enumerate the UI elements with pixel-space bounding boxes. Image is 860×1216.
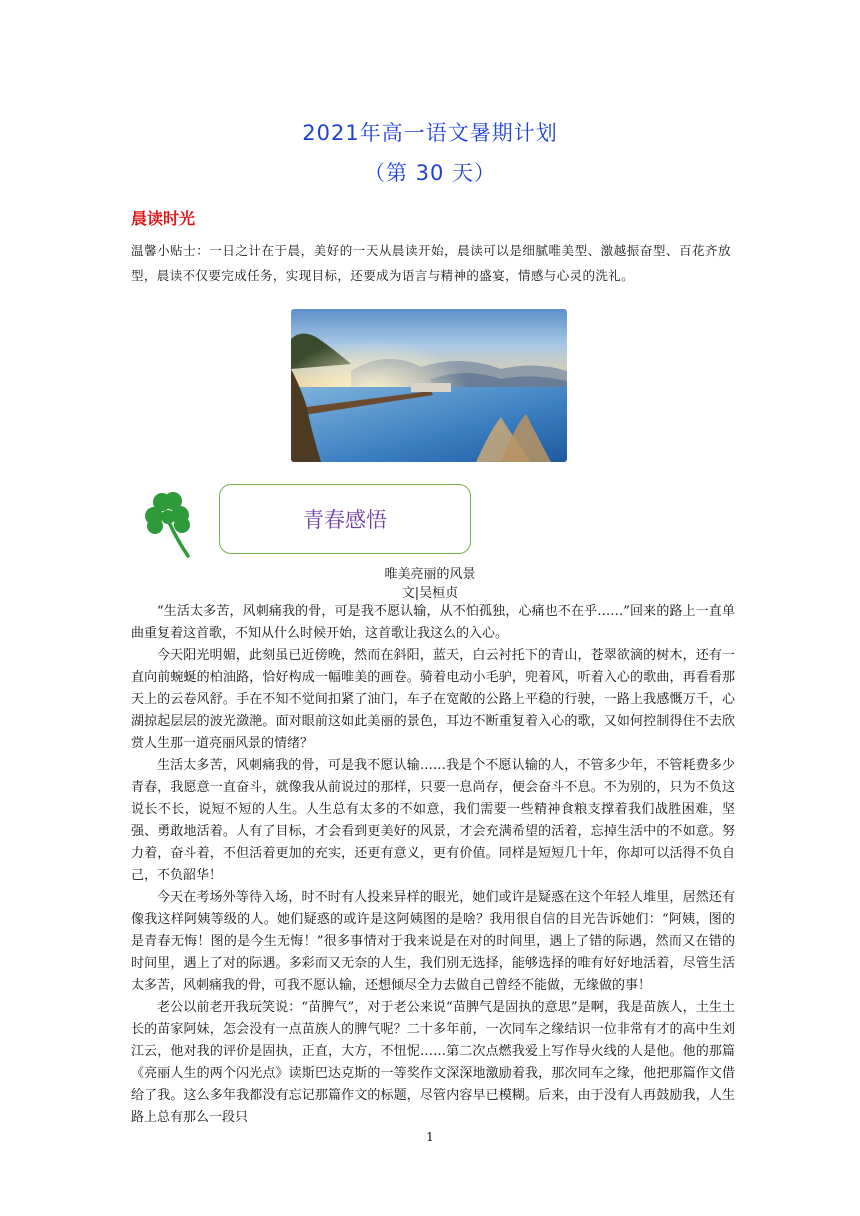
essay-paragraph: 今天阳光明媚，此刻虽已近傍晚，然而在斜阳，蓝天，白云衬托下的青山，苍翠欲滴的树木，还有一直向前蜿蜒的柏油路，恰好构成一幅唯美的画卷。骑着电动小毛驴，兜着风，听着入心的歌曲，再看看那天上的云卷风舒。手在不知不觉间扣紧了油门，车子在宽敞的公路上平稳的行驶，一路上我感慨万千，心湖掠起层层的波光潋滟。面对眼前这如此美丽的景色，耳边不断重复着入心的歌，又如何控制得住不去欣赏人生那一道亮丽风景的情绪？ [131,648,735,751]
essay-paragraph: “生活太多苦，风刺痛我的骨，可是我不愿认输，从不怕孤独，心痛也不在乎……”回来的路上一直单曲重复着这首歌，不知从什么时候开始，这首歌让我这么的入心。 [131,604,735,641]
page-title: 2021年高一语文暑期计划 [302,121,558,145]
essay-author: 文|吴桓贞 [401,586,459,601]
clover-icon [140,488,200,560]
page-subtitle: （第 30 天） [363,161,497,185]
section-banner [219,484,471,554]
essay-body [131,601,735,1129]
essay-paragraph: 今天在考场外等待入场，时不时有人投来异样的眼光，她们或许是疑惑在这个年轻人堆里，居然还有像我这样阿姨等级的人。她们疑惑的或许是这阿姨图的是啥？我用很自信的目光告诉她们：“阿姨，图的是青春无悔！图的是今生无悔！”很多事情对于我来说是在对的时间里，遇上了错的际遇，然而又在错的时间里，遇上了对的际遇。多彩而又无奈的人生，我们别无选择，能够选择的唯有好好地活着，尽管生活太多苦，风刺痛我的骨，可我不愿认输，还想倾尽全力去做自己曾经不能做，无缘做的事！ [131,890,735,993]
banner-label: 青春感悟 [303,508,387,532]
essay-paragraph: 生活太多苦，风刺痛我的骨，可是我不愿认输……我是个不愿认输的人，不管多少年，不管耗费多少青春，我愿意一直奋斗，就像我从前说过的那样，只要一息尚存，便会奋斗不息。不为别的，只为不负这说长不长，说短不短的人生。人生总有太多的不如意，我们需要一些精神食粮支撑着我们战胜困难，坚强、勇敢地活着。人有了目标，才会看到更美好的风景，才会充满希望的活着，忘掉生活中的不如意。努力着，奋斗着，不但活着更加的充实，还更有意义，更有价值。同样是短短几十年，你却可以活得不负自己，不负韶华！ [131,758,735,883]
section-heading: 晨读时光 [131,209,196,228]
essay-title: 唯美亮丽的风景 [384,567,476,582]
lake-sunset-photo [291,309,567,462]
tip-text: 温馨小贴士：一日之计在于晨，美好的一天从晨读开始，晨读可以是细腻唯美型、激越振奋型、百花齐放型，晨读不仅要完成任务，实现目标，还要成为语言与精神的盛宴，情感与心灵的洗礼。 [131,243,731,283]
page-number: 1 [426,1130,434,1144]
essay-paragraph: 老公以前老开我玩笑说：“苗脾气”，对于老公来说“苗脾气是固执的意思”是啊，我是苗族人，土生土长的苗家阿妹，怎会没有一点苗族人的脾气呢？二十多年前，一次同车之缘结识一位非常有才的高中生刘江云，他对我的评价是固执，正直，大方，不忸怩……第二次点燃我爱上写作导火线的人是他。他的那篇《亮丽人生的两个闪光点》读斯巴达克斯的一等奖作文深深地激励着我，那次同车之缘，他把那篇作文借给了我。这么多年我都没有忘记那篇作文的标题，尽管内容早已模糊。后来，由于没有人再鼓励我，人生路上总有那么一段只 [131,1000,735,1125]
